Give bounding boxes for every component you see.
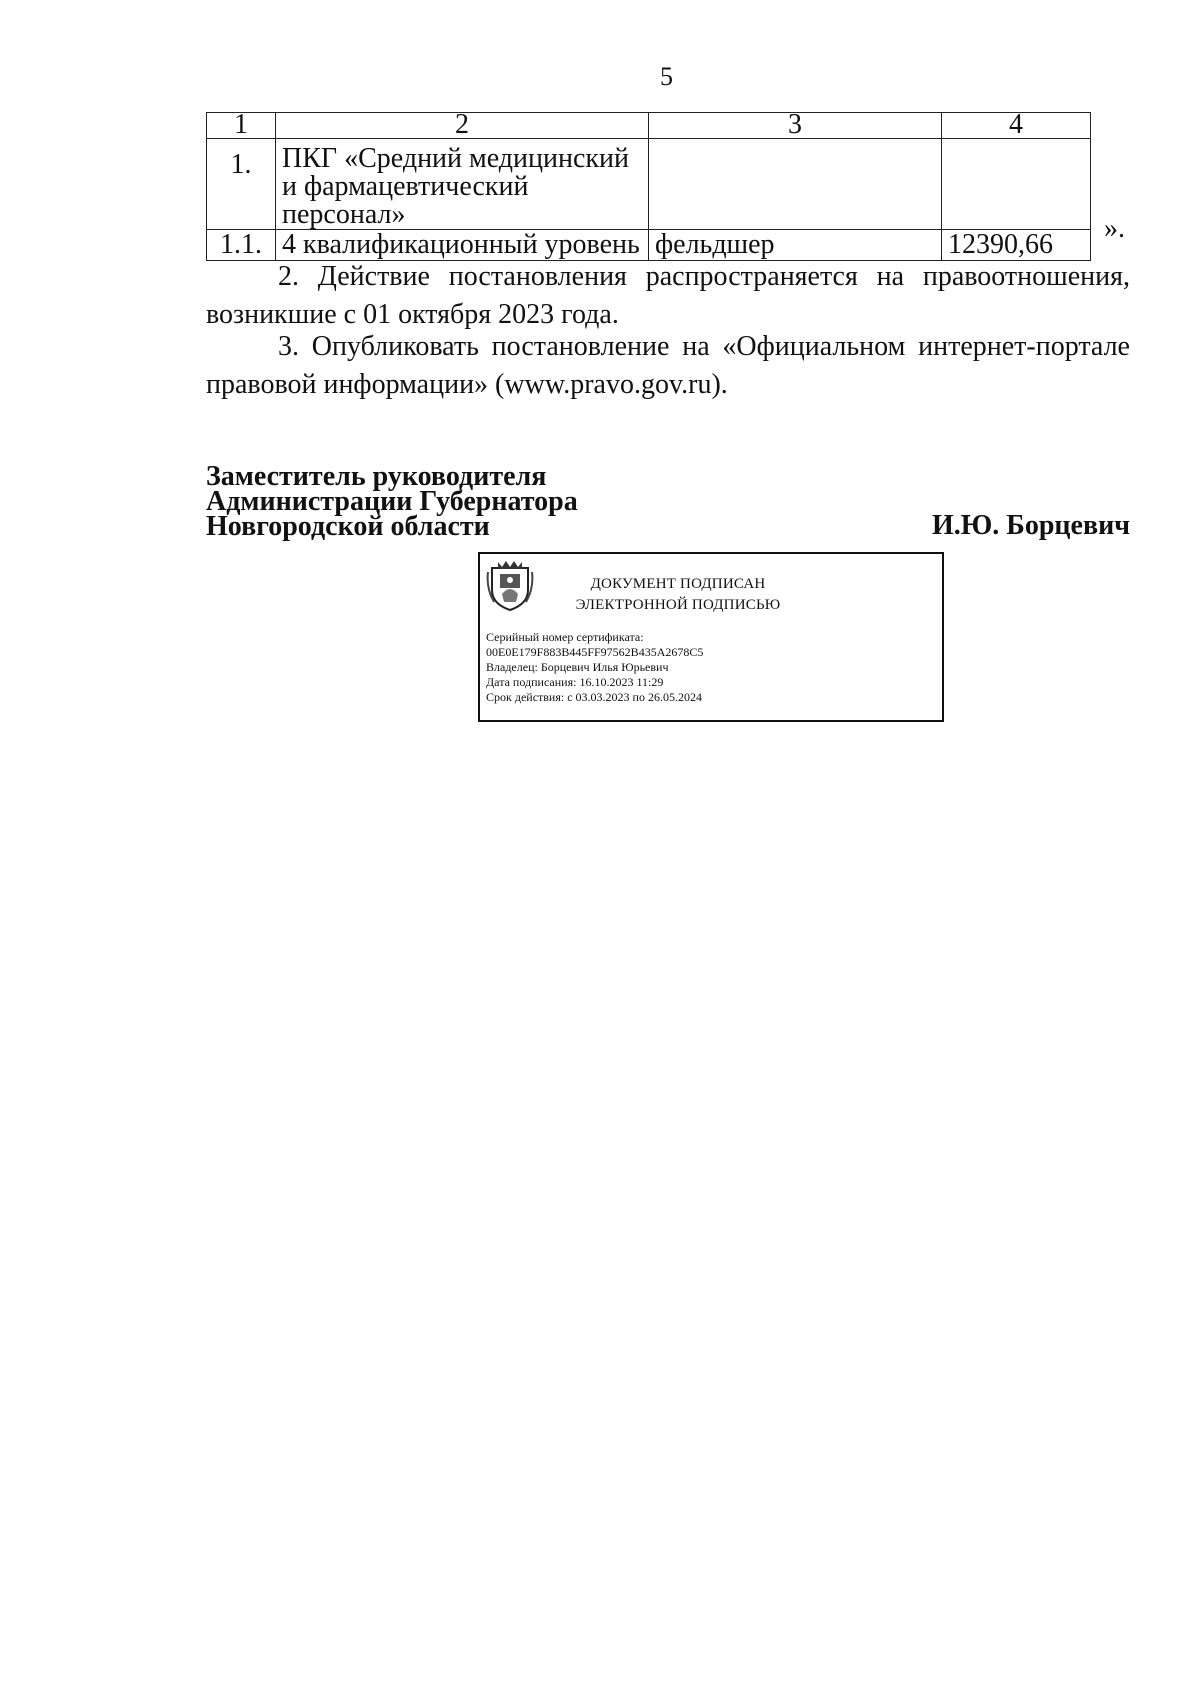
stamp-details: [486, 630, 703, 705]
stamp-validity: Срок действия: с 03.03.2023 по 26.05.2024: [486, 690, 702, 704]
row-number-cell: 1.: [207, 139, 276, 230]
table-header-cell: 3: [649, 113, 942, 139]
paragraph-3: 3. Опубликовать постановление на «Официальном интернет-портале правовой информации» (www.pravo.gov.ru).: [206, 331, 1130, 400]
table-row: [207, 230, 1091, 261]
position-cell: фельдшер: [649, 230, 942, 261]
table-header-row: [207, 113, 1091, 139]
stamp-serial-value: 00E0E179F883B445FF97562B435A2678C5: [486, 645, 704, 659]
stamp-signed-date: Дата подписания: 16.10.2023 11:29: [486, 675, 664, 689]
stamp-owner: Владелец: Борцевич Илья Юрьевич: [486, 660, 669, 674]
group-cell: 4 квалификационный уровень: [276, 230, 649, 261]
stamp-heading-line: ДОКУМЕНТ ПОДПИСАН: [590, 576, 766, 592]
page-number: 5: [660, 62, 673, 91]
table-closing-quote: ».: [1104, 213, 1125, 244]
signatory-name: И.Ю. Борцевич: [932, 510, 1130, 541]
group-cell: ПКГ «Средний медицинский и фармацевтический персонал»: [276, 139, 649, 230]
table-header-cell: 2: [276, 113, 649, 139]
stamp-heading-line: ЭЛЕКТРОННОЙ ПОДПИСЬЮ: [575, 597, 781, 613]
electronic-signature-stamp: [478, 552, 944, 722]
coat-of-arms-icon: [486, 558, 534, 612]
salary-cell: [942, 139, 1091, 230]
table-row: [207, 139, 1091, 230]
stamp-heading: [558, 574, 798, 616]
paragraph-2: 2. Действие постановления распространяется на правоотношения, возникшие с 01 октября 2023 года.: [206, 261, 1130, 330]
signatory-title-line: Администрации Губернатора: [206, 486, 578, 517]
signatory-title-line: Новгородской области: [206, 511, 490, 542]
row-number-cell: 1.1.: [207, 230, 276, 261]
table-header-cell: 4: [942, 113, 1091, 139]
signatory-title: [206, 461, 578, 542]
salary-cell: 12390,66: [942, 230, 1091, 261]
signatory-title-line: Заместитель руководителя: [206, 461, 547, 492]
stamp-serial-label: Серийный номер сертификата:: [486, 630, 644, 644]
position-cell: [649, 139, 942, 230]
table-header-cell: 1: [207, 113, 276, 139]
salary-table: [206, 109, 1091, 261]
